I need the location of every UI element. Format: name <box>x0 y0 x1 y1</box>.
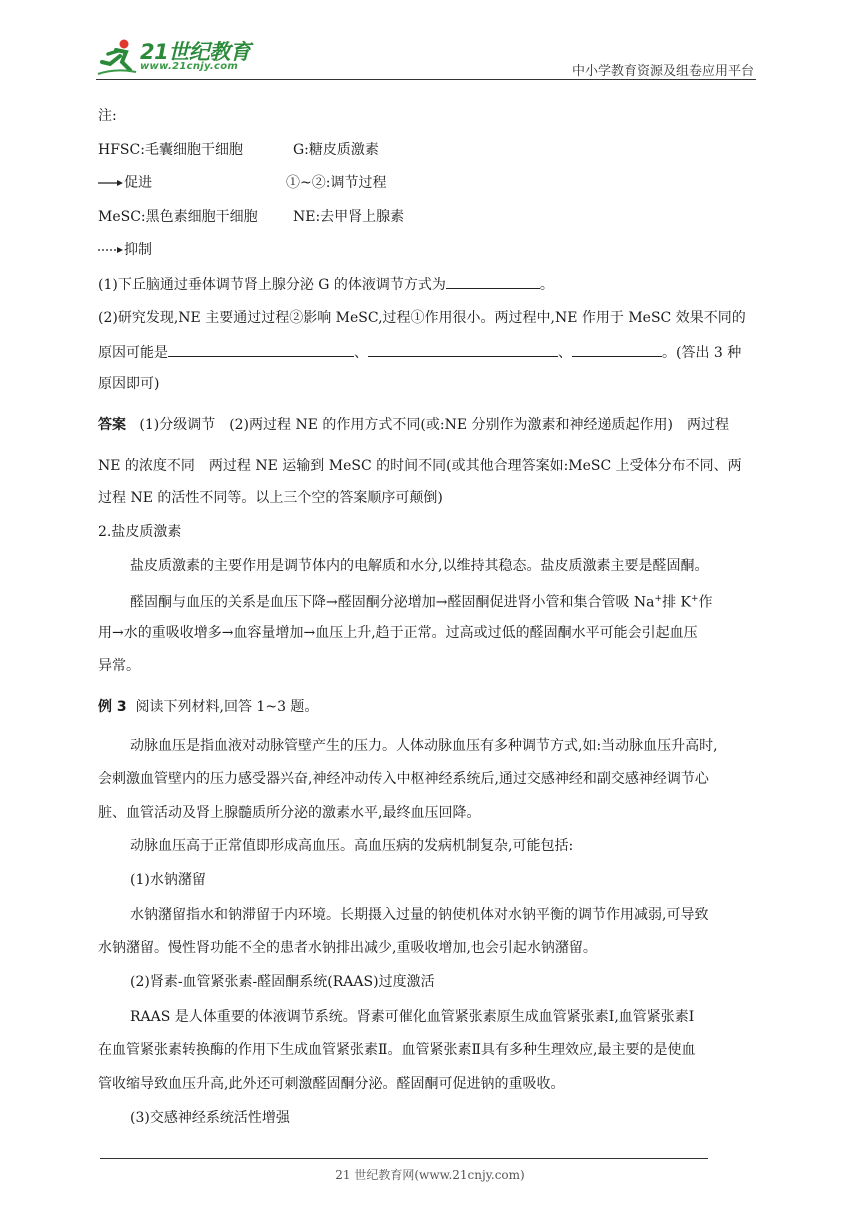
paragraph-line: 管收缩导致血压升高,此外还可刺激醛固酮分泌。醛固酮可促进钠的重吸收。 <box>98 1076 565 1092</box>
solid-arrow-icon <box>98 178 124 188</box>
subheading: (2)肾素-血管紧张素-醛固酮系统(RAAS)过度激活 <box>130 974 435 990</box>
runner-icon <box>96 38 140 76</box>
note-hfsc: HFSC:毛囊细胞干细胞 <box>98 142 243 158</box>
paragraph-line: 用→水的重吸收增多→血容量增加→血压上升,趋于正常。过高或过低的醛固酮水平可能会引起血压 <box>98 625 698 641</box>
example-label: 例 3 <box>98 699 127 715</box>
paragraph-line: 水钠潴留指水和钠滞留于内环境。长期摄入过量的钠使机体对水钠平衡的调节作用减弱,可导致 <box>130 907 709 923</box>
example-instruction: 阅读下列材料,回答 1~3 题。 <box>135 699 319 715</box>
footer-divider <box>100 1158 708 1159</box>
header-divider <box>96 79 756 80</box>
answer-line-1 <box>98 415 729 435</box>
subheading: (3)交感神经系统活性增强 <box>130 1110 290 1126</box>
question-1-text: (1)下丘脑通过垂体调节肾上腺分泌 G 的体液调节方式为 <box>98 277 446 293</box>
paragraph-line: 脏、血管活动及肾上腺髓质所分泌的激素水平,最终血压回降。 <box>98 805 481 821</box>
paragraph-line: 会刺激血管壁内的压力感受器兴奋,神经冲动传入中枢神经系统后,通过交感神经和副交感神经调节心 <box>98 771 709 787</box>
legend-promote-label: 促进 <box>124 175 152 191</box>
note-mesc: MeSC:黑色素细胞干细胞 <box>98 209 258 225</box>
superscript: + <box>654 594 663 604</box>
footer-link[interactable]: 21 世纪教育网(www.21cnjy.com) <box>335 1168 525 1182</box>
logo-url-text: www.21cnjy.com <box>140 61 239 72</box>
notes-label: 注: <box>98 108 117 124</box>
question-1-end: 。 <box>539 277 554 293</box>
paragraph-line: 异常。 <box>98 658 140 674</box>
paragraph-line: RAAS 是人体重要的体液调节系统。肾素可催化血管紧张素原生成血管紧张素Ⅰ,血管紧张素Ⅰ <box>130 1009 695 1025</box>
answer-blank <box>572 342 662 357</box>
answer-label: 答案 <box>98 417 126 433</box>
paragraph-line <box>130 589 713 613</box>
question-1 <box>98 274 554 295</box>
answer-blank <box>168 342 354 357</box>
answer-line-2: NE 的浓度不同 两过程 NE 运输到 MeSC 的时间不同(或其他合理答案如:MeSC 上受体分布不同、两 <box>98 458 742 474</box>
text: 作 <box>698 594 713 611</box>
paragraph-line: 水钠潴留。慢性肾功能不全的患者水钠排出减少,重吸收增加,也会引起水钠潴留。 <box>98 940 597 956</box>
paragraph-line: 动脉血压高于正常值即形成高血压。高血压病的发病机制复杂,可能包括: <box>130 838 574 854</box>
note-ne: NE:去甲肾上腺素 <box>293 209 405 225</box>
answer-blank <box>368 342 558 357</box>
note-g: G:糖皮质激素 <box>293 142 379 158</box>
q2-separator: 、 <box>354 345 368 361</box>
text: 醛固酮与血压的关系是血压下降→醛固酮分泌增加→醛固酮促进肾小管和集合管吸 Na <box>130 594 655 611</box>
legend-inhibit <box>98 240 152 260</box>
text: 排 K <box>662 594 691 611</box>
paragraph: 盐皮质激素的主要作用是调节体内的电解质和水分,以维持其稳态。盐皮质激素主要是醛固酮。 <box>130 558 709 574</box>
paragraph-line: 在血管紧张素转换酶的作用下生成血管紧张素Ⅱ。血管紧张素Ⅱ具有多种生理效应,最主要的是使血 <box>98 1042 696 1058</box>
answer-blank <box>446 274 540 289</box>
answer-line-3: 过程 NE 的活性不同等。以上三个空的答案顺序可颠倒) <box>98 490 443 506</box>
superscript: + <box>690 594 699 604</box>
answer-text-1: (1)分级调节 (2)两过程 NE 的作用方式不同(或:NE 分别作为激素和神经递质起作用) 两过程 <box>139 417 729 433</box>
question-2-line-3: 原因即可) <box>98 376 160 392</box>
legend-inhibit-label: 抑制 <box>124 242 152 258</box>
platform-title: 中小学教育资源及组卷应用平台 <box>571 64 754 79</box>
question-2-line-1: (2)研究发现,NE 主要通过过程②影响 MeSC,过程①作用很小。两过程中,NE 作用于 MeSC 效果不同的 <box>98 310 746 326</box>
q2-tail: 。(答出 3 种 <box>662 345 742 361</box>
question-2-line-2 <box>98 342 741 363</box>
dashed-arrow-icon <box>98 245 124 255</box>
legend-promote <box>98 173 152 193</box>
example-3-heading <box>98 697 318 717</box>
logo-brand-text: 21世纪教育 <box>140 40 251 64</box>
section-title: 2.盐皮质激素 <box>98 524 182 540</box>
paragraph-line: 动脉血压是指血液对动脉管壁产生的压力。人体动脉血压有多种调节方式,如:当动脉血压升高时, <box>130 738 718 754</box>
subheading: (1)水钠潴留 <box>130 872 206 888</box>
q2-separator: 、 <box>558 345 572 361</box>
site-logo[interactable] <box>96 36 256 78</box>
note-process: ①~②:调节过程 <box>286 175 387 191</box>
page-header <box>0 0 860 84</box>
q2-lead: 原因可能是 <box>98 345 168 361</box>
